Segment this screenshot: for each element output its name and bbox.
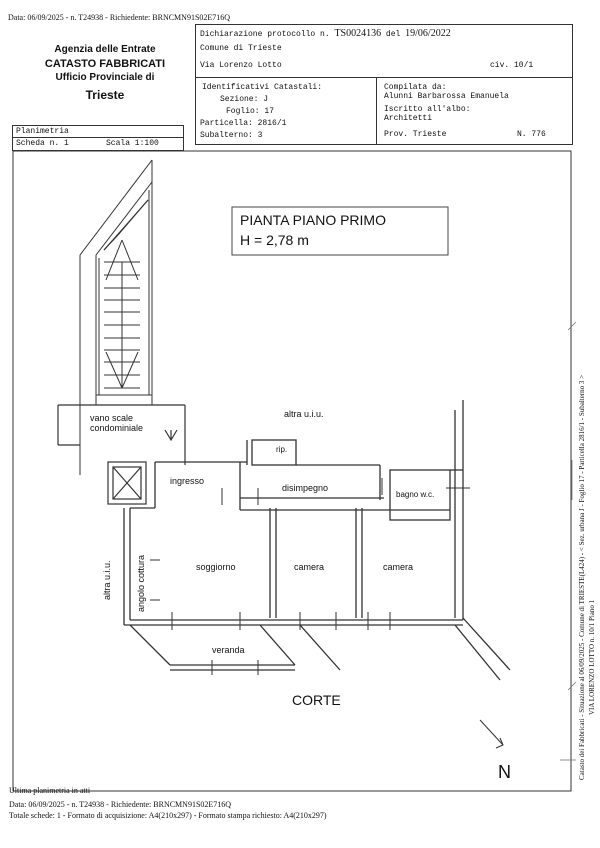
side-note-2: VIA LORENZO LOTTO n. 10/1 Piano 1 — [588, 599, 596, 715]
scheda-title: Planimetria — [16, 127, 69, 136]
side-note: Catasto dei Fabbricati - Situazione al 06/09/2025 - Comune di TRIESTE(L424) - < Sez. urbana J - Foglio 17 - Particella 2816/1 - Subalterno 3 > — [578, 374, 586, 780]
compilata-albo: Architetti — [384, 114, 433, 123]
opening-ticks — [150, 478, 470, 675]
label-camera-2: camera — [383, 562, 414, 572]
agency-line2: CATASTO FABBRICATI — [44, 58, 166, 70]
label-soggiorno: soggiorno — [196, 562, 236, 572]
compilata-iscritto: Iscritto all'albo: — [384, 105, 471, 114]
label-rip: rip. — [276, 445, 288, 454]
identificativi-foglio: Foglio: 17 — [226, 107, 275, 116]
label-vano-scale: vano scale — [90, 413, 134, 423]
protocol-number: TS0024136 — [334, 28, 382, 39]
protocol-label: Dichiarazione protocollo n. — [200, 30, 330, 39]
protocol-civ: civ. 10/1 — [490, 61, 534, 70]
identificativi-sezione: Sezione: J — [220, 95, 269, 104]
label-altra-uiu-top: altra u.i.u. — [284, 409, 324, 419]
label-disimpegno: disimpegno — [282, 483, 329, 493]
protocol-via: Via Lorenzo Lotto — [200, 61, 282, 70]
label-ingresso: ingresso — [170, 476, 205, 486]
protocol-date: 19/06/2022 — [405, 28, 451, 39]
identificativi-particella: Particella: 2816/1 — [200, 119, 287, 128]
identificativi-subalterno: Subalterno: 3 — [200, 131, 263, 140]
top-note: Data: 06/09/2025 - n. T24938 - Richiedente: BRNCMN91S02E716Q — [8, 13, 231, 22]
compilata-prov: Prov. Trieste — [384, 130, 447, 139]
scheda-scale: Scala 1:100 — [106, 139, 159, 148]
protocol-comune: Comune di Trieste — [200, 44, 282, 53]
compilata-label: Compilata da: — [384, 83, 447, 92]
label-bagno: bagno w.c. — [396, 490, 435, 499]
label-north: N — [498, 762, 511, 782]
agency-line4: Trieste — [85, 88, 125, 102]
elevator-drawing — [108, 462, 146, 504]
compilata-num: N. 776 — [517, 130, 546, 139]
label-condominiale: condominiale — [90, 423, 144, 433]
agency-line3: Ufficio Provinciale di — [55, 72, 155, 83]
scheda-number: Scheda n. 1 — [16, 139, 69, 148]
label-altra-uiu-left: altra u.i.u. — [102, 560, 112, 600]
bottom-totale: Totale schede: 1 - Formato di acquisizione: A4(210x297) - Formato stampa richiesto: A4(210x297) — [9, 811, 327, 820]
north-arrow-icon — [480, 720, 503, 748]
label-angolo-cottura: angolo cottura — [136, 554, 146, 612]
bottom-data: Data: 06/09/2025 - n. T24938 - Richiedente: BRNCMN91S02E716Q — [9, 800, 232, 809]
label-corte: CORTE — [292, 692, 341, 708]
plan-title: PIANTA PIANO PRIMO — [240, 212, 386, 228]
identificativi-title: Identificativi Catastali: — [202, 83, 323, 92]
margin-markers — [560, 322, 576, 760]
bottom-ultima: Ultima planimetria in atti — [9, 786, 91, 795]
agency-line1: Agenzia delle Entrate — [54, 44, 156, 55]
label-camera-1: camera — [294, 562, 325, 572]
unit-walls — [124, 400, 510, 680]
plan-height: H = 2,78 m — [240, 232, 309, 248]
label-veranda: veranda — [212, 645, 245, 655]
compilata-name: Alunni Barbarossa Emanuela — [384, 92, 509, 101]
protocol-del: del — [385, 30, 401, 39]
